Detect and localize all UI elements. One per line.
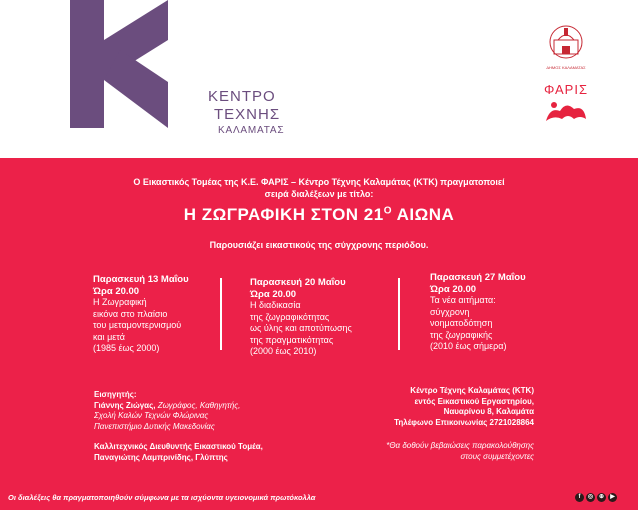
notice-line1: *Θα δοθούν βεβαιώσεις παρακολούθησης bbox=[386, 441, 534, 450]
speaker-university: Πανεπιστήμιο Δυτικής Μακεδονίας bbox=[94, 421, 215, 431]
title-suffix: ΑΙΩΝΑ bbox=[392, 205, 455, 224]
title-sup: Ο bbox=[383, 205, 392, 217]
venue-phone: Τηλέφωνο Επικοινωνίας 2721028864 bbox=[394, 417, 534, 427]
instagram-icon[interactable]: ◎ bbox=[587, 494, 594, 500]
event-date: Παρασκευή 13 Μαΐου bbox=[93, 274, 189, 285]
municipal-emblem bbox=[540, 24, 592, 70]
footer-note: Οι διαλέξεις θα πραγματοποιηθούν σύμφωνα με τα ισχύοντα υγειονομικά πρωτόκολλα bbox=[8, 493, 316, 502]
main-panel bbox=[0, 158, 638, 510]
subtitle: Παρουσιάζει εικαστικούς της σύγχρονης περιόδου. bbox=[209, 240, 429, 250]
header bbox=[0, 0, 638, 158]
event-desc-line: (2000 έως 2010) bbox=[250, 346, 317, 356]
venue-line2: εντός Εικαστικού Εργαστηρίου, bbox=[414, 396, 534, 406]
event-desc-line: της ζωγραφικής bbox=[430, 329, 493, 340]
event-desc-line: Η διαδικασία bbox=[250, 300, 301, 310]
title-prefix: Η ΖΩΓΡΑΦΙΚΗ ΣΤΟΝ 21 bbox=[183, 205, 384, 224]
event-desc-line: της πραγματικότητας bbox=[250, 334, 334, 345]
speaker-name: Γιάννης Ζιώγας, bbox=[94, 400, 156, 410]
event-desc-line: σύγχρονη bbox=[430, 306, 470, 317]
church-emblem-icon bbox=[540, 24, 592, 60]
youtube-icon[interactable]: ▶ bbox=[608, 493, 617, 502]
faris-figure-icon bbox=[540, 97, 592, 129]
divider-2 bbox=[398, 278, 400, 350]
speaker-label: Εισηγητής: bbox=[94, 390, 137, 399]
venue-line1: Κέντρο Τέχνης Καλαμάτας (ΚΤΚ) bbox=[410, 386, 534, 395]
speaker-role: Ζωγράφος, Καθηγητής, bbox=[155, 400, 241, 410]
municipal-caption: ΔΗΜΟΣ ΚΑΛΑΜΑΤΑΣ bbox=[546, 65, 586, 70]
speaker-block bbox=[94, 390, 240, 432]
event-desc-line: εικόνα στο πλαίσιο bbox=[93, 308, 168, 319]
event-desc-line: Η Ζωγραφική bbox=[93, 297, 147, 307]
social-links bbox=[575, 493, 617, 502]
event-date: Παρασκευή 27 Μαΐου bbox=[430, 272, 526, 283]
event-desc-line: νοηματοδότηση bbox=[430, 318, 493, 328]
event-desc-line: (1985 έως 2000) bbox=[93, 343, 160, 353]
speaker-school: Σχολή Καλών Τεχνών Φλώρινας bbox=[94, 411, 209, 420]
k-logo-icon bbox=[0, 0, 200, 140]
director-block bbox=[94, 442, 263, 463]
website-icon[interactable]: ⊕ bbox=[598, 494, 605, 500]
center-name-line2: ΤΕΧΝΗΣ bbox=[214, 106, 281, 123]
intro-line2: σειρά διαλέξεων με τίτλο: bbox=[264, 189, 374, 199]
facebook-icon[interactable]: f bbox=[575, 493, 584, 502]
event-desc-line: Τα νέα αιτήματα: bbox=[430, 295, 496, 305]
center-name bbox=[208, 88, 284, 138]
event-time: Ώρα 20.00 bbox=[250, 288, 297, 300]
venue-block bbox=[330, 386, 534, 428]
event-time: Ώρα 20.00 bbox=[93, 285, 140, 297]
event-time: Ώρα 20.00 bbox=[430, 283, 477, 295]
notice-line2: στους συμμετέχοντες bbox=[460, 451, 534, 461]
event-desc-line: της ζωγραφικότητας bbox=[250, 311, 330, 322]
lecture-title bbox=[0, 205, 638, 225]
event-1 bbox=[93, 274, 189, 355]
director-line2: Παναγιώτης Λαμπρινίδης, Γλύπτης bbox=[94, 452, 228, 462]
event-date: Παρασκευή 20 Μαΐου bbox=[250, 277, 346, 288]
event-desc-line: (2010 έως σήμερα) bbox=[430, 341, 507, 351]
divider-1 bbox=[220, 278, 222, 350]
center-name-line1: ΚΕΝΤΡΟ bbox=[208, 88, 276, 105]
director-line1: Καλλιτεχνικός Διευθυντής Εικαστικού Τομέα, bbox=[94, 442, 263, 451]
event-3 bbox=[430, 272, 526, 353]
event-desc-line: του μεταμοντερνισμού bbox=[93, 320, 182, 330]
center-name-line3: ΚΑΛΑΜΑΤΑΣ bbox=[218, 125, 285, 136]
event-2 bbox=[250, 277, 352, 358]
faris-logo bbox=[540, 82, 592, 133]
event-desc-line: ως ύλης και αποτύπωσης bbox=[250, 323, 352, 333]
venue-line3: Ναυαρίνου 8, Καλαμάτα bbox=[443, 407, 534, 416]
faris-name: ΦΑΡΙΣ bbox=[544, 82, 588, 97]
intro-line1: Ο Εικαστικός Τομέας της Κ.Ε. ΦΑΡΙΣ – Κέντρο Τέχνης Καλαμάτας (ΚΤΚ) πραγματοποιεί bbox=[133, 177, 505, 187]
intro-text bbox=[0, 176, 638, 200]
certificate-notice bbox=[330, 441, 534, 462]
event-desc-line: και μετά bbox=[93, 331, 125, 342]
